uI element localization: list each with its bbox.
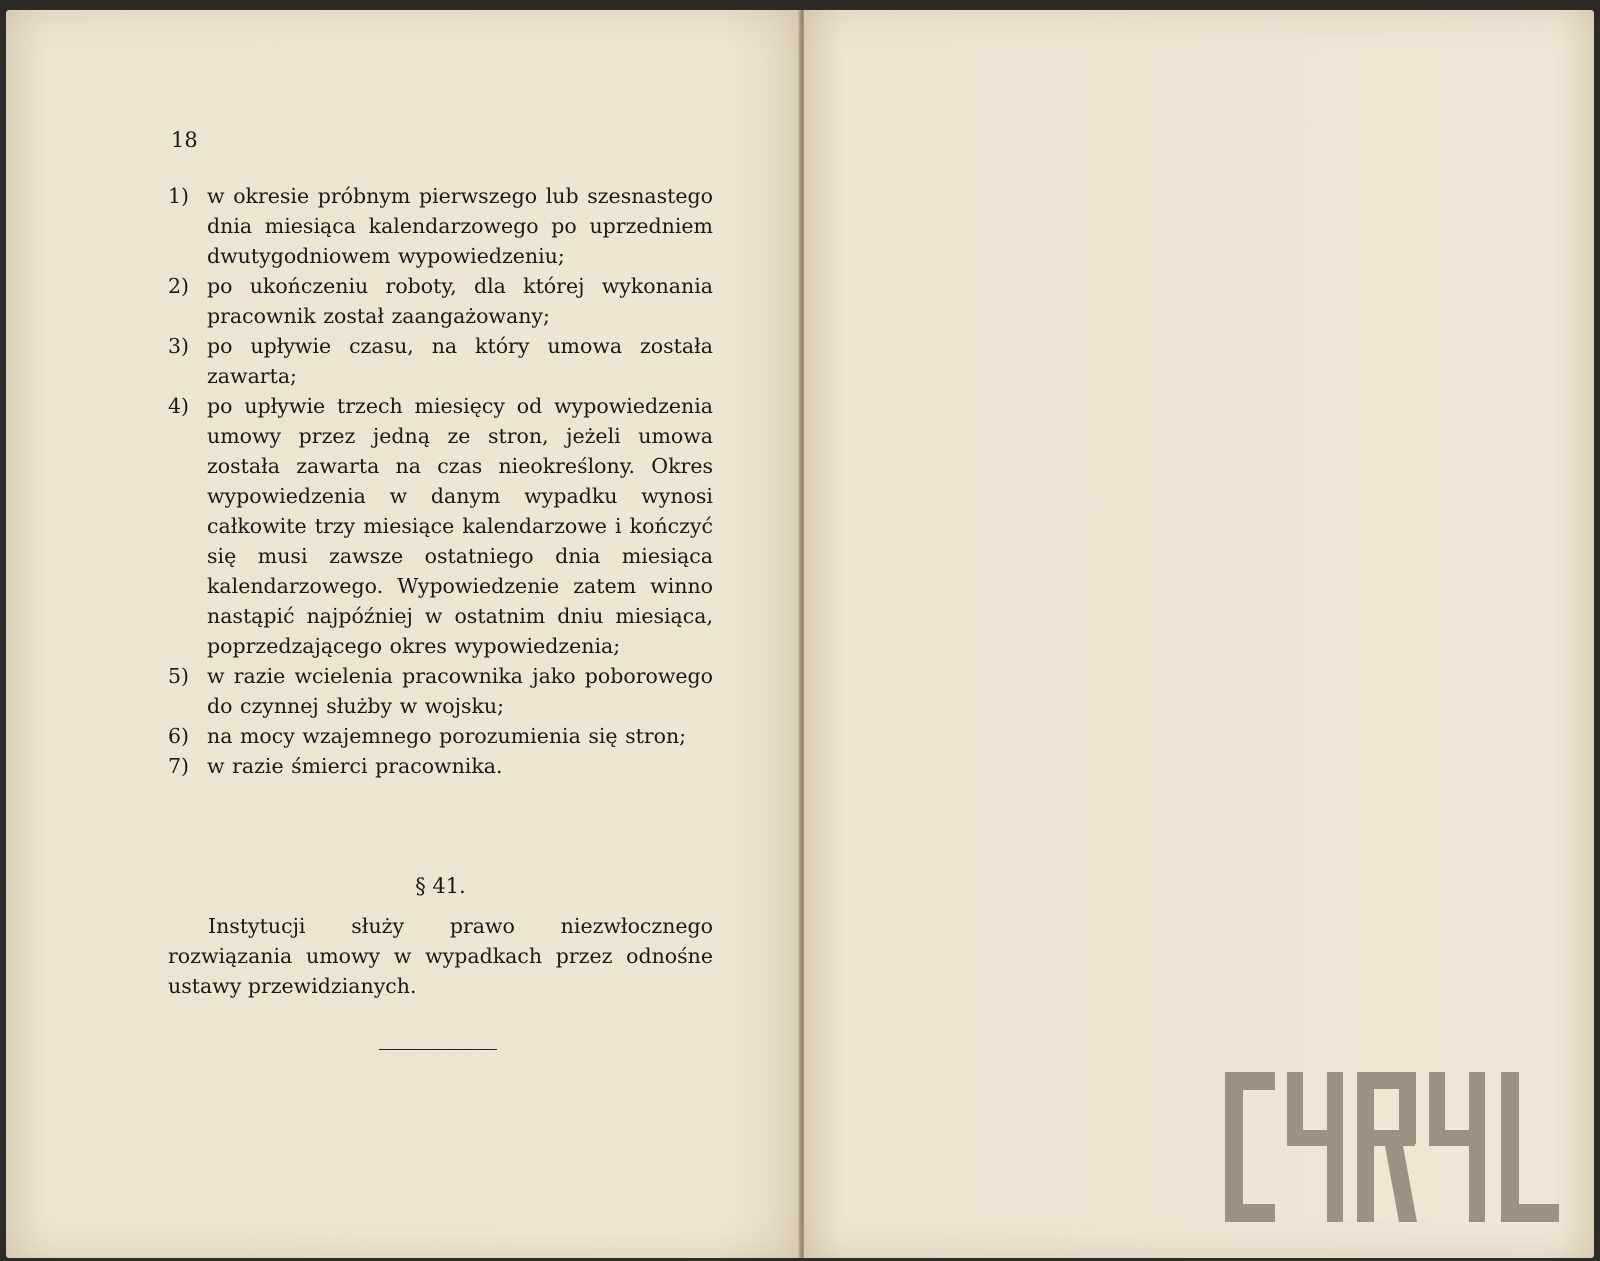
list-item-number: 2) <box>168 274 190 298</box>
list-item-number: 6) <box>168 724 190 748</box>
list-item-text: po upływie trzech miesięcy od wypowiedzenia umowy przez jedną ze stron, jeżeli umowa została zawarta na czas nieokreślony. Okres wypowiedzenia w danym wypadku wynosi całkowite trzy miesiące kalendarzowe i kończyć się musi zawsze ostatniego dnia miesiąca kalendarzowego. Wypowiedzenie zatem winno nastąpić najpóźniej w ostatnim dniu miesiąca, poprzedzającego okres wypowiedzenia; <box>207 394 713 658</box>
section-heading: § 41. <box>415 874 466 898</box>
cyryl-watermark-logo <box>1225 1072 1560 1222</box>
list-item-number: 1) <box>168 184 190 208</box>
list-item-text: w okresie próbnym pierwszego lub szesnastego dnia miesiąca kalendarzowego po uprzedniem dwutygodniowem wypowiedzeniu; <box>207 184 713 268</box>
list-item-text: po upływie czasu, na który umowa została zawarta; <box>207 334 713 388</box>
list-item-number: 5) <box>168 664 190 688</box>
list-item <box>168 181 713 271</box>
end-rule-divider <box>379 1049 497 1050</box>
list-item <box>168 271 713 331</box>
list-item-text: w razie śmierci pracownika. <box>207 754 503 778</box>
page-number: 18 <box>171 128 198 152</box>
list-item-number: 7) <box>168 754 190 778</box>
termination-list <box>168 181 713 781</box>
list-item-number: 3) <box>168 334 190 358</box>
list-item-number: 4) <box>168 394 190 418</box>
list-item-text: po ukończeniu roboty, dla której wykonania pracownik został zaangażowany; <box>207 274 713 328</box>
right-page <box>804 10 1594 1258</box>
list-item <box>168 331 713 391</box>
list-item <box>168 391 713 661</box>
section-paragraph: Instytucji służy prawo niezwłocznego rozwiązania umowy w wypadkach przez odnośne ustawy przewidzianych. <box>168 914 713 998</box>
left-page <box>6 10 800 1258</box>
list-item <box>168 721 713 751</box>
list-item <box>168 751 713 781</box>
list-item-text: na mocy wzajemnego porozumienia się stron; <box>207 724 687 748</box>
list-item <box>168 661 713 721</box>
list-item-text: w razie wcielenia pracownika jako poborowego do czynnej służby w wojsku; <box>207 664 713 718</box>
